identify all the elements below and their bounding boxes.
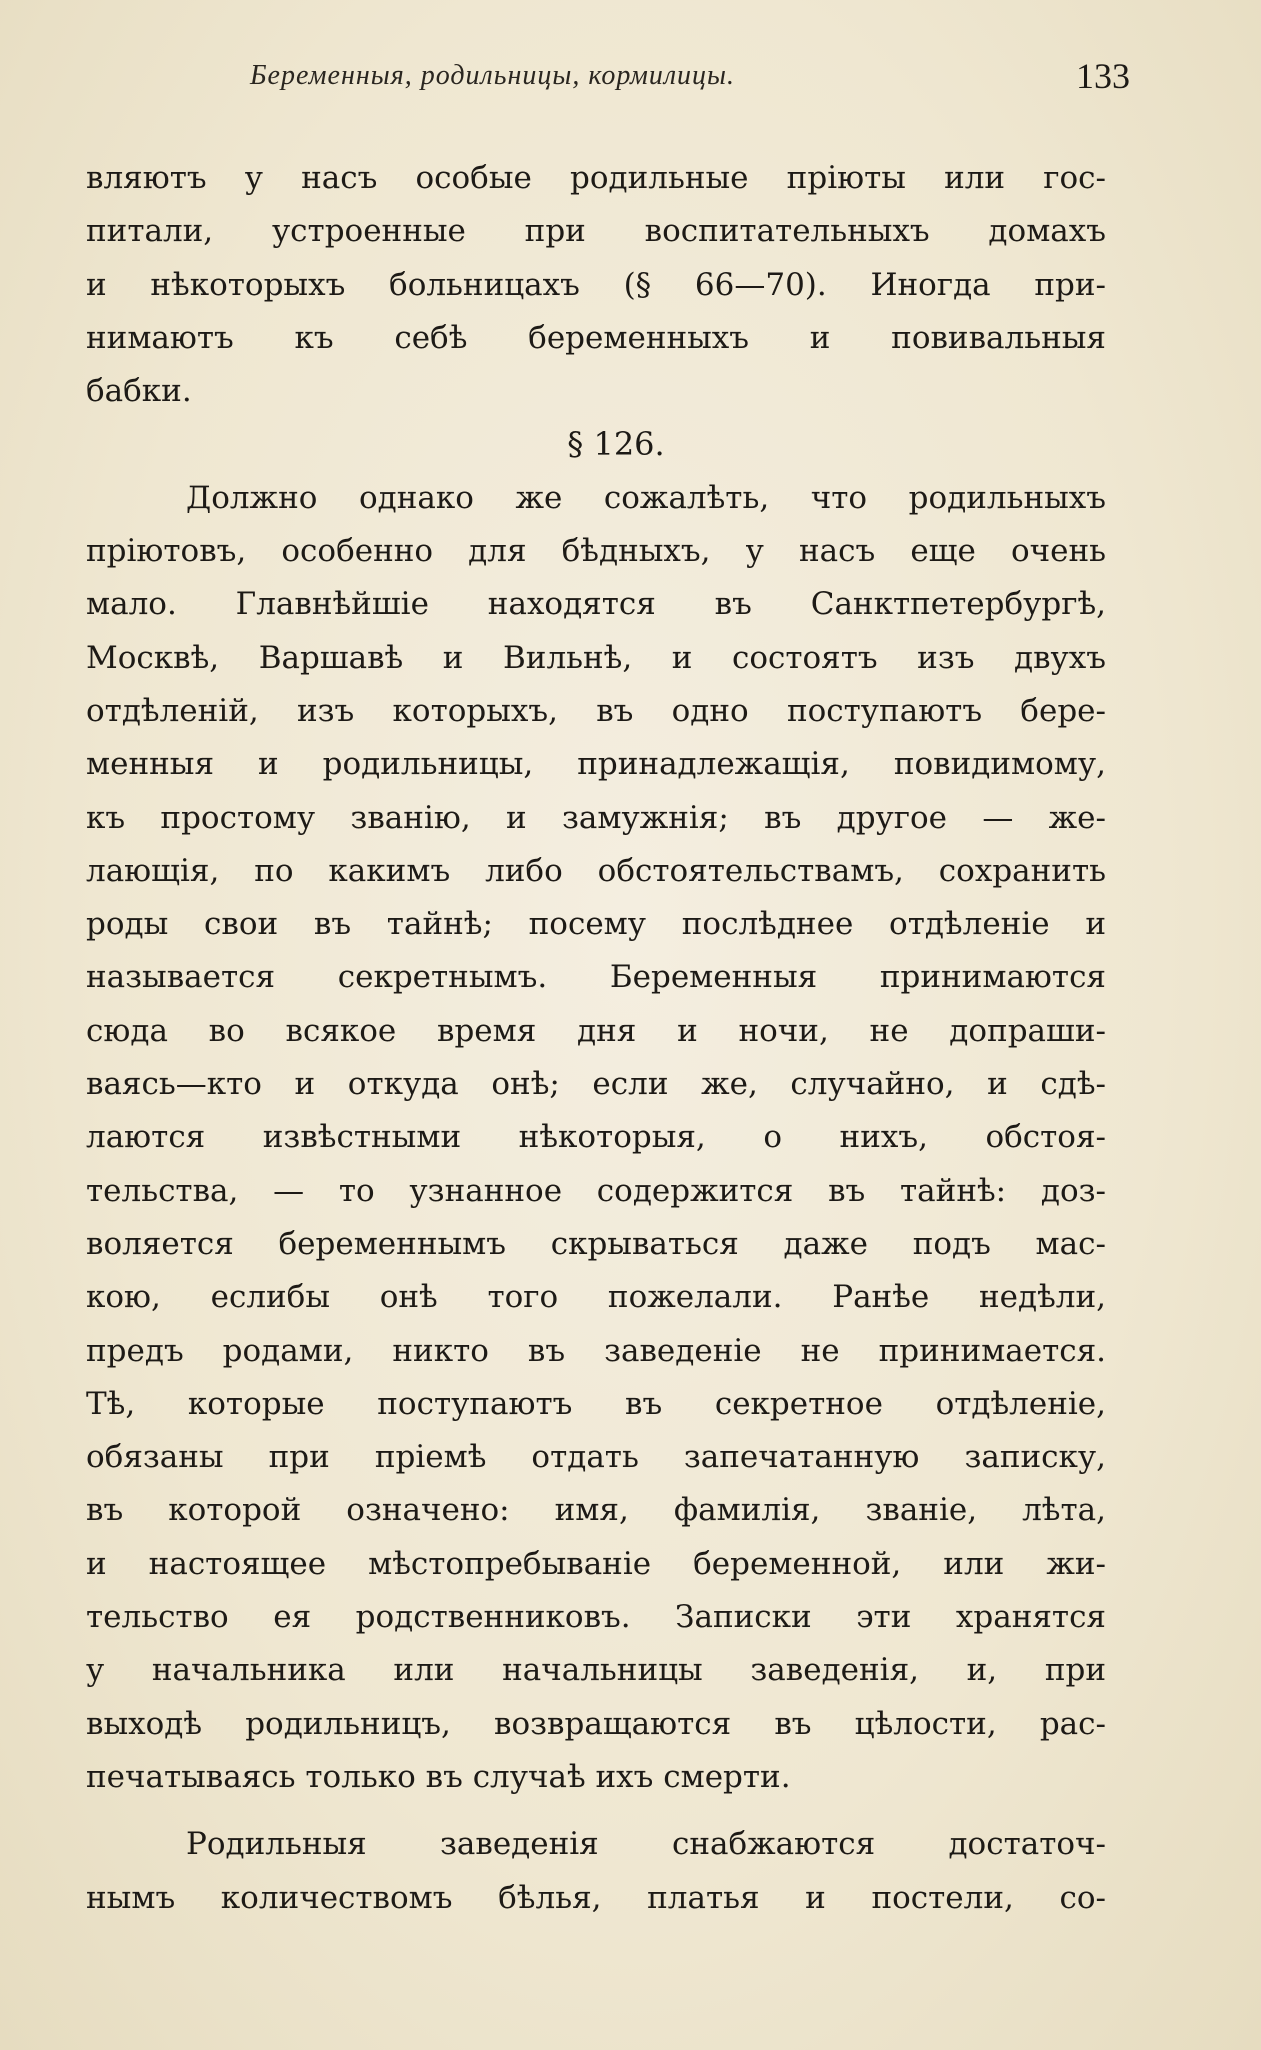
page-body bbox=[86, 152, 1106, 1925]
running-title: Беременныя, родильницы, кормилицы. bbox=[250, 60, 736, 91]
text-line: выходѣ родильницъ, возвращаются въ цѣлости, рас- bbox=[86, 1705, 1106, 1742]
text-line: менныя и родильницы, принадлежащія, повидимому, bbox=[86, 746, 1106, 783]
text-line: бабки. bbox=[86, 373, 192, 410]
text-line: ваясь—кто и откуда онѣ; если же, случайно, и сдѣ- bbox=[86, 1066, 1106, 1103]
paragraph-gap bbox=[86, 1804, 1106, 1818]
text-line: нимаютъ къ себѣ беременныхъ и повивальныя bbox=[86, 319, 1106, 356]
text-line: печатываясь только въ случаѣ ихъ смерти. bbox=[86, 1758, 791, 1795]
text-line: лаются извѣстными нѣкоторыя, о нихъ, обстоя- bbox=[86, 1119, 1106, 1156]
text-line: тельство ея родственниковъ. Записки эти хранятся bbox=[86, 1599, 1106, 1636]
text-line: Должно однако же сожалѣть, что родильныхъ bbox=[186, 479, 1106, 516]
text-line: Москвѣ, Варшавѣ и Вильнѣ, и состоятъ изъ двухъ bbox=[86, 639, 1106, 676]
text-line: тельства, — то узнанное содержится въ тайнѣ: доз- bbox=[86, 1172, 1106, 1209]
text-line: пріютовъ, особенно для бѣдныхъ, у насъ еще очень bbox=[86, 533, 1106, 570]
text-line: мало. Главнѣйшіе находятся въ Санктпетербургѣ, bbox=[86, 586, 1106, 623]
section-heading: § 126. bbox=[567, 425, 665, 464]
text-line: предъ родами, никто въ заведеніе не принимается. bbox=[86, 1332, 1106, 1369]
text-line: къ простому званію, и замужнія; въ другое — же- bbox=[86, 799, 1106, 836]
text-line: и настоящее мѣстопребываніе беременной, или жи- bbox=[86, 1545, 1106, 1582]
text-line: обязаны при пріемѣ отдать запечатанную записку, bbox=[86, 1439, 1106, 1476]
text-line: питали, устроенные при воспитательныхъ домахъ bbox=[86, 213, 1106, 250]
text-line: у начальника или начальницы заведенія, и, при bbox=[86, 1652, 1106, 1689]
page-number: 133 bbox=[1076, 56, 1130, 96]
text-line: Тѣ, которые поступаютъ въ секретное отдѣленіе, bbox=[86, 1385, 1106, 1422]
text-line: роды свои въ тайнѣ; посему послѣднее отдѣленіе и bbox=[86, 906, 1106, 943]
text-line: сюда во всякое время дня и ночи, не допраши- bbox=[86, 1012, 1106, 1049]
text-line: въ которой означено: имя, фамилія, званіе, лѣта, bbox=[86, 1492, 1106, 1529]
text-line: вляютъ у насъ особые родильные пріюты или гос- bbox=[86, 160, 1106, 196]
text-line: отдѣленій, изъ которыхъ, въ одно поступаютъ бере- bbox=[86, 692, 1106, 729]
text-line: нымъ количествомъ бѣлья, платья и постели, со- bbox=[86, 1879, 1106, 1916]
text-line: лающія, по какимъ либо обстоятельствамъ, сохранить bbox=[86, 852, 1106, 889]
text-line: и нѣкоторыхъ больницахъ (§ 66—70). Иногда при- bbox=[86, 266, 1106, 303]
text-line: кою, еслибы онѣ того пожелали. Ранѣе недѣли, bbox=[86, 1279, 1106, 1316]
text-line: называется секретнымъ. Беременныя принимаются bbox=[86, 959, 1106, 996]
text-line: Родильныя заведенія снабжаются достаточ- bbox=[186, 1826, 1106, 1863]
text-line: воляется беременнымъ скрываться даже подъ мас- bbox=[86, 1225, 1106, 1262]
